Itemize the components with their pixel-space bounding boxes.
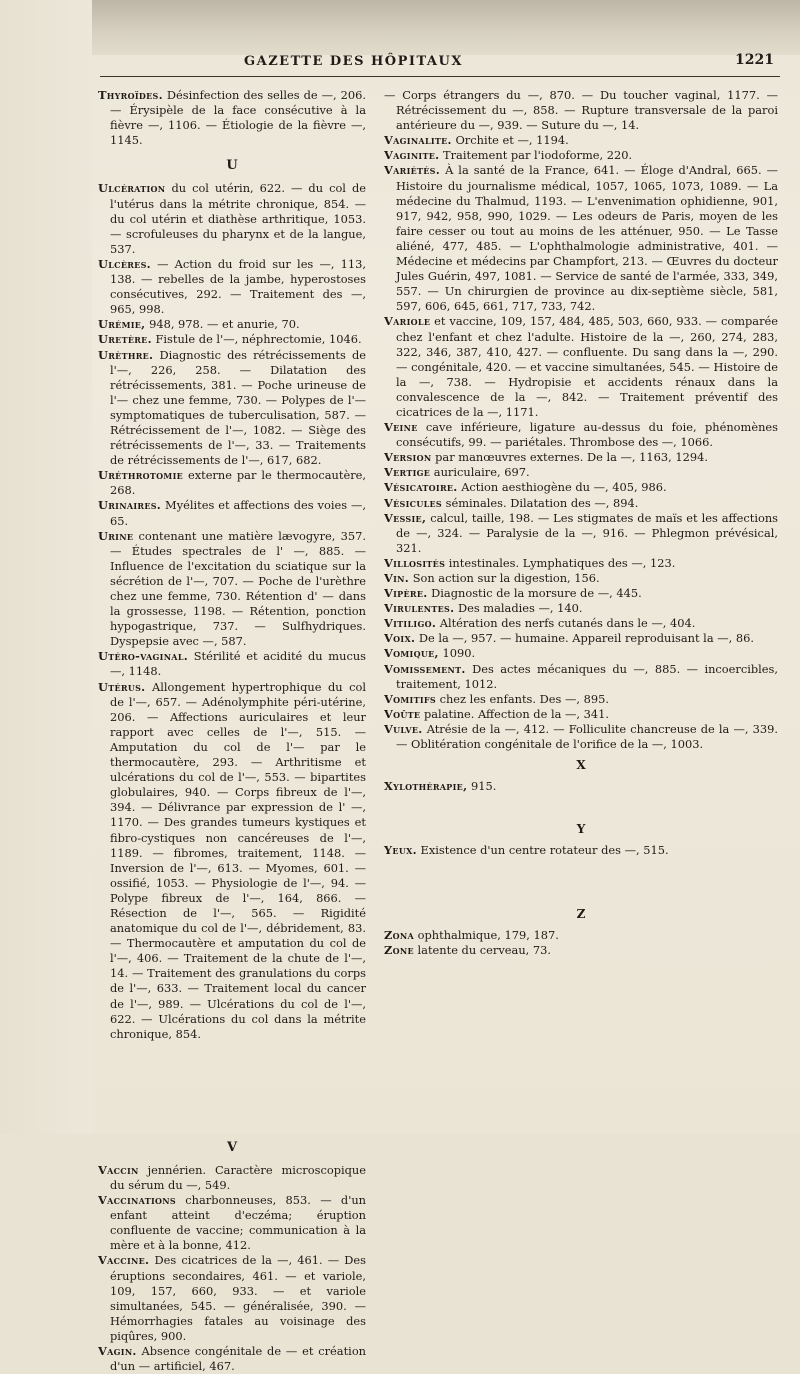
index-entry-references: Myélites et affections des voies —, 65.	[110, 498, 367, 528]
index-section-t-end	[98, 88, 366, 148]
index-entry-headword: Ulcération	[98, 181, 166, 196]
index-entry-references: Orchite et —, 1194.	[455, 133, 569, 148]
index-entry-headword: Variole	[384, 314, 431, 329]
index-entry	[384, 616, 778, 631]
index-entry-references: par manœuvres externes. De la —, 1163, 1294.	[435, 450, 708, 465]
index-entry-references: 948, 978. — et anurie, 70.	[149, 317, 300, 332]
index-entry-references: intestinales. Lymphatiques des —, 123.	[448, 555, 676, 570]
index-entry-references: jennérien. Caractère microscopique du sérum du —, 549.	[110, 1162, 366, 1192]
left-column	[98, 88, 366, 1374]
index-entry	[384, 722, 778, 752]
index-entry-references: Stérilité et acidité du mucus —, 1148.	[110, 649, 367, 679]
index-entry-references: du col utérin, 622. — du col de l'utérus dans la métrite chronique, 854. — du col utérin et diathèse arthritique, 1053. — scrofuleuses du pharynx et de la langue, 537.	[110, 181, 366, 256]
index-entry-headword: Yeux.	[384, 843, 417, 858]
index-entry-headword: Vaginite.	[384, 148, 440, 163]
index-entry-references: séminales. Dilatation des —, 894.	[445, 495, 639, 510]
index-section-v-cont	[384, 88, 778, 752]
index-entry	[384, 571, 778, 586]
index-entry-headword: Voûte	[384, 706, 421, 721]
index-entry-headword: Veine	[384, 420, 418, 435]
index-entry-references: et vaccine, 109, 157, 484, 485, 503, 660, 933. — comparée chez l'enfant et chez l'adulte. Histoire de la —, 260, 274, 283, 322, 346, 387, 410, 427. — confluente. Du sang dans la —, 290. — congénitale, 420. — et vaccine simultanées, 545. — Histoire de la —, 738. — Hydropisie et accidents rénaux dans la convalescence de la —, 842. — Traitement préventif des cicatrices de la —, 1171.	[396, 314, 779, 419]
index-entry-references: Diagnostic des rétrécissements de l'—, 226, 258. — Dilatation des rétrécissements, 381. — Poche urineuse de l'— chez une femme, 730. — Polypes de l'— symptomatiques de tuberculisation, 587. — Rétrécissement de l'—, 1082. — Siège des rétrécissements de l'—, 33. — Traitements de rétrécissements de l'—, 617, 682.	[110, 347, 366, 468]
index-entry-references: Action aesthiogène du —, 405, 986.	[461, 480, 667, 495]
left-margin	[0, 0, 92, 1134]
index-entry-references: Des maladies —, 140.	[457, 601, 583, 616]
journal-title: GAZETTE DES HÔPITAUX	[244, 54, 463, 69]
section-letter-z: Z	[576, 906, 586, 921]
index-entry-headword: Vipère.	[384, 586, 428, 601]
index-entry-headword: Vertige	[384, 465, 431, 480]
index-entry	[98, 181, 366, 256]
index-entry-references: — Corps étrangers du —, 870. — Du toucher vaginal, 1177. — Rétrécissement du —, 858. — Rupture transversale de la paroi antérieure du —, 939. — Suture du —, 14.	[384, 88, 778, 133]
index-entry	[98, 1193, 366, 1253]
index-entry	[384, 631, 778, 646]
index-entry	[384, 88, 778, 133]
index-entry	[384, 480, 778, 495]
index-entry-references: cave inférieure, ligature au-dessus du foie, phénomènes consécutifs, 99. — pariétales. Thrombose des —, 1066.	[396, 420, 778, 450]
index-entry-headword: Vomissement.	[384, 661, 466, 676]
index-entry-references: chez les enfants. Des —, 895.	[439, 691, 609, 706]
index-entry-references: Traitement par l'iodoforme, 220.	[443, 148, 633, 163]
index-entry-references: calcul, taille, 198. — Les stigmates de maïs et les affections de —, 324. — Paralysie de la —, 916. — Phlegmon prévésical, 321.	[396, 510, 778, 555]
index-entry	[384, 148, 778, 163]
index-entry	[98, 529, 366, 650]
index-entry	[384, 465, 778, 480]
index-entry-headword: Vitiligo.	[384, 616, 437, 631]
index-entry-headword: Vaccine.	[98, 1253, 150, 1268]
index-entry	[98, 317, 366, 332]
index-entry	[384, 586, 778, 601]
index-entry	[384, 707, 778, 722]
index-entry-headword: Villosités	[384, 555, 446, 570]
index-entry	[384, 314, 778, 420]
index-entry	[98, 1344, 366, 1374]
index-entry	[384, 646, 778, 661]
index-section-u	[98, 181, 366, 1041]
index-entry-headword: Vulve.	[384, 721, 423, 736]
index-entry	[384, 420, 778, 450]
index-entry-headword: Zona	[384, 927, 415, 942]
index-entry	[98, 257, 366, 317]
index-section-v	[98, 1163, 366, 1374]
index-entry-references: — Action du froid sur les —, 113, 138. — rebelles de la jambe, hyperostoses consécutives, 292. — Traitement des —, 965, 998.	[110, 256, 366, 317]
header-rule	[100, 76, 780, 77]
index-entry	[384, 943, 778, 958]
index-entry-references: externe par le thermocautère, 268.	[110, 468, 367, 498]
index-entry-headword: Ulcères.	[98, 256, 151, 271]
page-number: 1221	[735, 52, 774, 68]
index-entry	[98, 649, 366, 679]
index-entry	[384, 601, 778, 616]
index-entry	[98, 498, 366, 528]
index-entry	[384, 779, 778, 794]
index-entry-references: Des actes mécaniques du —, 885. — incoercibles, traitement, 1012.	[396, 661, 779, 691]
index-entry	[98, 1163, 366, 1193]
index-entry-headword: Vomique,	[384, 646, 439, 661]
index-entry-references: ophthalmique, 179, 187.	[417, 927, 559, 942]
index-entry	[384, 511, 778, 556]
index-entry-headword: Uretère.	[98, 332, 152, 347]
index-entry	[98, 88, 366, 148]
index-entry-headword: Urine	[98, 528, 134, 543]
index-entry-headword: Vésicules	[384, 495, 442, 510]
index-entry-headword: Urémie,	[98, 317, 146, 332]
index-entry	[98, 680, 366, 1042]
running-head	[0, 52, 800, 76]
index-entry-references: contenant une matière lævogyre, 357. — Études spectrales de l' —, 885. — Influence de l'excitation du sciatique sur la sécrétion de l'—, 707. — Poche de l'urèthre chez une femme, 730. Rétention d' — dans la grossesse, 1198. — Rétention, ponction hypogastrique, 737. — Sulfhydriques. Dyspepsie avec —, 587.	[110, 528, 366, 649]
index-entry	[384, 928, 778, 943]
index-entry-headword: Urèthre.	[98, 347, 154, 362]
section-letter-v: V	[226, 1139, 238, 1155]
index-entry	[384, 496, 778, 511]
index-entry	[98, 1253, 366, 1344]
index-entry-headword: Vésicatoire.	[384, 480, 458, 495]
index-entry-references: Son action sur la digestion, 156.	[412, 571, 600, 585]
index-entry-headword: Vaginalite.	[384, 133, 452, 148]
index-entry-references: Altération des nerfs cutanés dans le —, 404.	[439, 616, 696, 631]
scan-top-edge	[0, 0, 800, 55]
index-entry-headword: Virulentes.	[384, 601, 455, 616]
index-entry-references: Allongement hypertrophique du col de l'—, 657. — Adénolymphite péri-utérine, 206. — Affections auriculaires et leur rapport avec celles de l'—, 515. — Amputation du col de l'— par le thermocautère, 293. — Arthritisme et ulcérations du col de l'—, 553. — bipartites globulaires, 940. — Corps fibreux de l'—, 394. — Délivrance par expression de l' —, 1170. — Des grandes tumeurs kystiques et fibro-cystiques non cancéreuses de l'—, 1189. — fibromes, traitement, 1148. — Inversion de l'—, 613. — Myomes, 601. — ossifié, 1053. — Physiologie de l'—, 94. — Polype fibreux de l'—, 164, 866. — Résection de l'—, 565. — Rigidité anatomique du col de l'—, débridement, 83. — Thermocautère et amputation du col de l'—, 406. — Traitement de la chute de l'—, 14. — Traitement des granulations du corps de l'—, 633. — Traitement local du cancer de l'—, 989. — Ulcérations du col de l'—, 622. — Ulcérations du col dans la métrite chronique, 854.	[110, 679, 366, 1041]
index-entry-headword: Variétés.	[384, 163, 441, 178]
index-entry-references: Diagnostic de la morsure de —, 445.	[431, 586, 642, 601]
index-entry-references: charbonneuses, 853. — d'un enfant atteint d'eczéma; éruption confluente de vaccine; communication à la mère et à la bonne, 412.	[110, 1193, 366, 1253]
index-entry-headword: Vaccinations	[98, 1193, 176, 1208]
index-entry-references: 1090.	[442, 646, 476, 661]
index-entry	[98, 332, 366, 347]
index-entry	[384, 556, 778, 571]
index-entry-references: Des cicatrices de la —, 461. — Des éruptions secondaires, 461. — et variole, 109, 157, 660, 933. — et variole simultanées, 545. — généralisée, 390. — Hémorrhagies fatales au voisinage des piqûres, 900.	[110, 1253, 366, 1343]
index-entry-headword: Zone	[384, 942, 414, 957]
index-entry-references: latente du cerveau, 73.	[417, 942, 552, 957]
index-entry-headword: Vagin.	[98, 1344, 137, 1359]
index-entry-headword: Vaccin	[98, 1162, 139, 1177]
index-entry	[384, 662, 778, 692]
section-letter-x: X	[576, 758, 586, 773]
index-entry-headword: Utéro-vaginal.	[98, 649, 189, 664]
index-entry-references: Désinfection des selles de —, 206. — Érysipèle de la face consécutive à la fièvre —, 1106. — Étiologie de la fièvre —, 1145.	[110, 88, 367, 148]
index-entry	[384, 843, 778, 858]
section-letter-y: Y	[576, 822, 586, 837]
index-entry-references: Absence congénitale de — et création d'un — artificiel, 467.	[110, 1344, 367, 1374]
index-entry	[384, 450, 778, 465]
index-entry-references: 915.	[470, 779, 497, 794]
index-entry-headword: Xylothérapie,	[384, 779, 468, 794]
index-entry-references: De la —, 957. — humaine. Appareil reproduisant la —, 86.	[418, 631, 754, 646]
index-entry-references: Atrésie de la —, 412. — Folliculite chancreuse de la —, 339. — Oblitération congénitale de l'orifice de la —, 1003.	[396, 721, 778, 752]
index-entry-headword: Vin.	[384, 571, 410, 585]
index-entry-references: Existence d'un centre rotateur des —, 515.	[420, 843, 669, 858]
index-entry-references: auriculaire, 697.	[433, 465, 530, 480]
index-entry-references: palatine. Affection de la —, 341.	[423, 706, 609, 721]
index-entry	[98, 348, 366, 469]
index-entry-headword: Uréthrotomie	[98, 468, 184, 483]
index-section-y	[384, 843, 778, 858]
section-letter-u: U	[226, 158, 238, 174]
index-entry-headword: Version	[384, 450, 432, 465]
right-column	[384, 88, 778, 958]
index-entry-headword: Thyroïdes.	[98, 88, 163, 102]
index-entry-headword: Voix.	[384, 631, 416, 646]
index-entry	[384, 133, 778, 148]
index-entry	[384, 163, 778, 314]
index-section-z	[384, 928, 778, 958]
index-entry	[98, 468, 366, 498]
index-section-x	[384, 779, 778, 794]
index-entry-headword: Vessie,	[384, 510, 427, 525]
index-entry-references: Fistule de l'—, néphrectomie, 1046.	[155, 332, 362, 347]
index-entry	[384, 692, 778, 707]
index-entry-headword: Urinaires.	[98, 498, 162, 513]
index-entry-headword: Vomitifs	[384, 691, 436, 706]
index-entry-references: À la santé de la France, 641. — Éloge d'Andral, 665. — Histoire du journalisme médical, 1057, 1065, 1073, 1089. — La médecine du Thalmud, 1193. — L'envenimation ophidienne, 901, 917, 942, 958, 990, 1029. — Les odeurs de Paris, moyen de les faire cesser ou tout au moins de les atténuer, 950. — Le Tasse aliéné, 477, 485. — L'ophthalmologie administrative, 401. — Médecine et médecins par Champfort, 213. — Œuvres du docteur Jules Guérin, 497, 1081. — Service de santé de l'armée, 333, 349, 557. — Un chirurgien de province au dix-septième siècle, 581, 597, 606, 645, 661, 717, 733, 742.	[396, 163, 779, 314]
index-entry-headword: Utérus.	[98, 679, 146, 694]
